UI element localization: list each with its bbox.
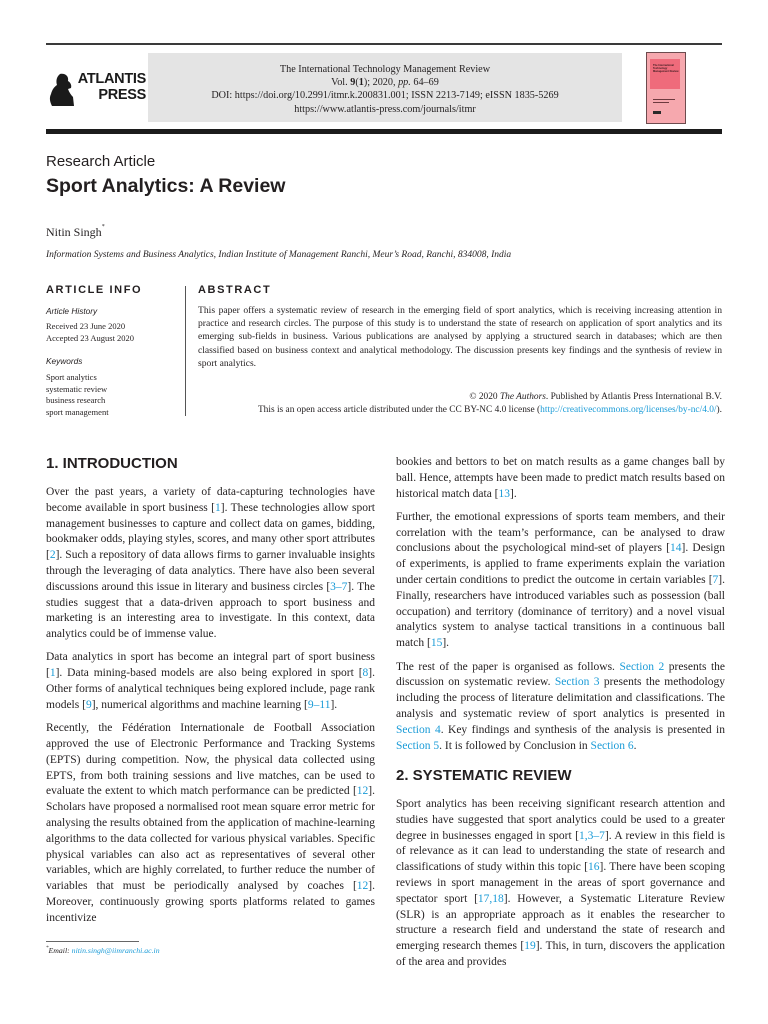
article-type: Research Article xyxy=(46,153,156,170)
citation-link[interactable]: 3–7 xyxy=(330,580,348,593)
copyright-notice xyxy=(258,391,722,418)
citation-link[interactable]: 14 xyxy=(670,542,682,555)
article-history-dates xyxy=(46,321,134,344)
citation-link[interactable]: 12 xyxy=(356,785,369,798)
citation-link[interactable]: 12 xyxy=(356,880,369,893)
keyword: sport management xyxy=(46,406,109,417)
article-history-label: Article History xyxy=(46,306,98,316)
author-name: Nitin Singh* xyxy=(46,224,105,239)
author-affiliation: Information Systems and Business Analytics, Indian Institute of Management Ranchi, Meur’s Road, Ranchi, 834008, India xyxy=(46,250,512,260)
cover-logo-mark xyxy=(653,111,661,114)
logo-line-2: PRESS xyxy=(98,86,146,103)
license-line: This is an open access article distributed under the CC BY-NC 4.0 license (http://creativecommons.org/licenses/by-nc/4.0/). xyxy=(257,405,722,416)
section-3-link[interactable]: Section 3 xyxy=(554,676,600,689)
right-column xyxy=(396,455,725,762)
keywords-list xyxy=(46,372,109,418)
section-4-link[interactable]: Section 4 xyxy=(396,723,441,736)
paragraph: Data analytics in sport has become an integral part of sport business [1]. Data mining-based models are also being explored in sport [8]. Other forms of analytical techniques being explored include, page rank models [9], numerical algorithms and machine learning [9–11]. xyxy=(46,651,375,711)
keywords-label: Keywords xyxy=(46,356,83,366)
article-title: Sport Analytics: A Review xyxy=(46,175,286,197)
footnote-rule xyxy=(46,941,139,942)
abstract-text: This paper offers a systematic review of research in the emerging field of sport analytics, which is receiving increasing attention in practice and research circles. The purpose of this study is to understand the state of research on application of sport analytics and its emerging sub-fields in business. Various publications are analysed by applying a structured search in databases; which are then classified based on business context and analytical methodology. The discussion presents key findings and the synthesis of review in sport analytics. xyxy=(198,305,722,369)
keyword: systematic review xyxy=(46,383,108,394)
accepted-date: Accepted 23 August 2020 xyxy=(46,332,135,343)
citation-link[interactable]: 16 xyxy=(587,861,600,874)
cover-line xyxy=(653,99,675,100)
journal-cover-thumbnail xyxy=(646,52,686,124)
citation-link[interactable]: 2 xyxy=(49,549,56,562)
cover-title: The International Technology Management Review xyxy=(653,64,679,73)
article-info-heading: ARTICLE INFO xyxy=(46,284,143,296)
journal-volume: Vol. 9(1); 2020, pp. 64–69 xyxy=(331,77,439,89)
paragraph: Over the past years, a variety of data-capturing technologies have become available in sport business [1]. These technologies allow sport management businesses to capture and collect data on games, bidding, bookmaker odds, playing styles, scores, and many other sport attributes [2]. Such a repository of data allows firms to garner invaluable insights through the leveraging of data analytics. There have also been several discussions around this issue in literary and business circles [3–7]. The studies suggest that a data-driven approach to sport business and marketing is an interesting area to investigate. In this context, data analytics could be of immense value. xyxy=(46,486,375,641)
right-column-section-2 xyxy=(396,797,725,978)
logo-line-1: ATLANTIS xyxy=(77,71,146,87)
license-link[interactable]: http://creativecommons.org/licenses/by-nc/4.0/ xyxy=(540,405,717,416)
abstract-heading: ABSTRACT xyxy=(198,284,272,296)
keyword: business research xyxy=(46,395,106,405)
left-column xyxy=(46,485,375,934)
citation-link[interactable]: 9–11 xyxy=(307,698,331,711)
citation-link[interactable]: 8 xyxy=(362,667,369,680)
journal-info-box xyxy=(148,53,622,122)
thinker-statue-icon xyxy=(46,72,76,108)
keyword: Sport analytics xyxy=(46,372,97,382)
copyright-line: © 2020 The Authors. Published by Atlantis Press International B.V. xyxy=(469,392,722,402)
citation-link[interactable]: 15 xyxy=(430,637,443,650)
citation-link[interactable]: 1,3–7 xyxy=(579,829,605,842)
section-6-link[interactable]: Section 6 xyxy=(590,739,634,752)
citation-link[interactable]: 7 xyxy=(712,574,719,587)
header-bottom-rule xyxy=(46,129,722,134)
info-abstract-divider xyxy=(185,286,186,416)
journal-name: The International Technology Management Review xyxy=(279,64,491,75)
received-date: Received 23 June 2020 xyxy=(46,321,126,331)
section-heading-introduction: 1. INTRODUCTION xyxy=(46,455,178,472)
atlantis-press-logo xyxy=(46,70,146,110)
journal-url[interactable]: https://www.atlantis-press.com/journals/itmr xyxy=(294,103,476,115)
paragraph: Recently, the Fédération Internationale de Football Association approved the use of Electronic Performance and Tracking Systems (EPTS) during competition. Now, the physical data collected using EPTS, from both training sessions and live matches, can be used to evaluate the extent to which match performance can be predicted [12]. Scholars have proposed a normalised root mean square error metric for analysing the results obtained from the application of machine-learning algorithms to the data collected for various physical variables. Specific physical variables can also act as representatives of several other variables, which are highly correlated, to further reduce the number of variables that must be periodically analysed by coaches [12]. Moreover, continuously growing sports platforms related to games incentivize xyxy=(46,722,375,924)
citation-link[interactable]: 9 xyxy=(85,698,92,711)
citation-link[interactable]: 19 xyxy=(524,940,536,953)
section-2-link[interactable]: Section 2 xyxy=(619,660,665,673)
paragraph: bookies and bettors to bet on match results as a game changes ball by ball. Hence, attempts have been made to predict match results based on historical match data [13]. xyxy=(396,456,725,500)
header-top-rule xyxy=(46,43,722,45)
paragraph: Further, the emotional expressions of sports team members, and their correlation with the team’s performance, can be analysed to draw conclusions about the psychological mind-set of players [14]. Design of experiments, is applied to frame experiments explain the variation under certain conditions to predict the outcome in certain variables [7]. Finally, researchers have introduced variables such as possession (ball occupation) and territory (dominance of territory) and a novel visual analytics system to analyse tactical transitions in a continuous ball match [15]. xyxy=(396,510,725,650)
logo-wordmark xyxy=(76,72,146,103)
paragraph: The rest of the paper is organised as follows. Section 2 presents the discussion on systematic review. Section 3 presents the methodology including the process of literature delimitation and classifications. The analysis and systematic review of sport analytics is presented in Section 4. Key findings and synthesis of the analysis is presented in Section 5. It is followed by Conclusion in Section 6. xyxy=(396,660,725,752)
journal-doi: DOI: https://doi.org/10.2991/itmr.k.200831.001; ISSN 2213-7149; eISSN 1835-5269 xyxy=(211,90,559,102)
section-heading-systematic-review: 2. SYSTEMATIC REVIEW xyxy=(396,767,572,784)
citation-link[interactable]: 1 xyxy=(215,501,221,514)
section-5-link[interactable]: Section 5 xyxy=(396,739,440,752)
citation-link[interactable]: 17,18 xyxy=(477,892,504,905)
citation-link[interactable]: 1 xyxy=(49,667,56,680)
cover-line xyxy=(653,102,669,103)
author-email-footnote: *Email: nitin.singh@iimranchi.ac.in xyxy=(46,946,160,955)
citation-link[interactable]: 13 xyxy=(498,487,511,500)
author-email-link[interactable]: nitin.singh@iimranchi.ac.in xyxy=(71,946,160,955)
paragraph: Sport analytics has been receiving significant research attention and studies have suggested that sport analytics could be used to a greater degree in businesses engaged in sport [1,3–7]. A review in this field is of relevance as it can lead to understanding the state of research and classifications of study within this topic [16]. There have been scoping reviews in sport management in the areas of sport governance and spectator sport [17,18]. However, a Systematic Literature Review (SLR) is an appropriate approach as it enables the researcher to structure a research field and understand the state of research and emerging research themes [19]. This, in turn, discovers the application of the area and provides xyxy=(396,798,725,968)
